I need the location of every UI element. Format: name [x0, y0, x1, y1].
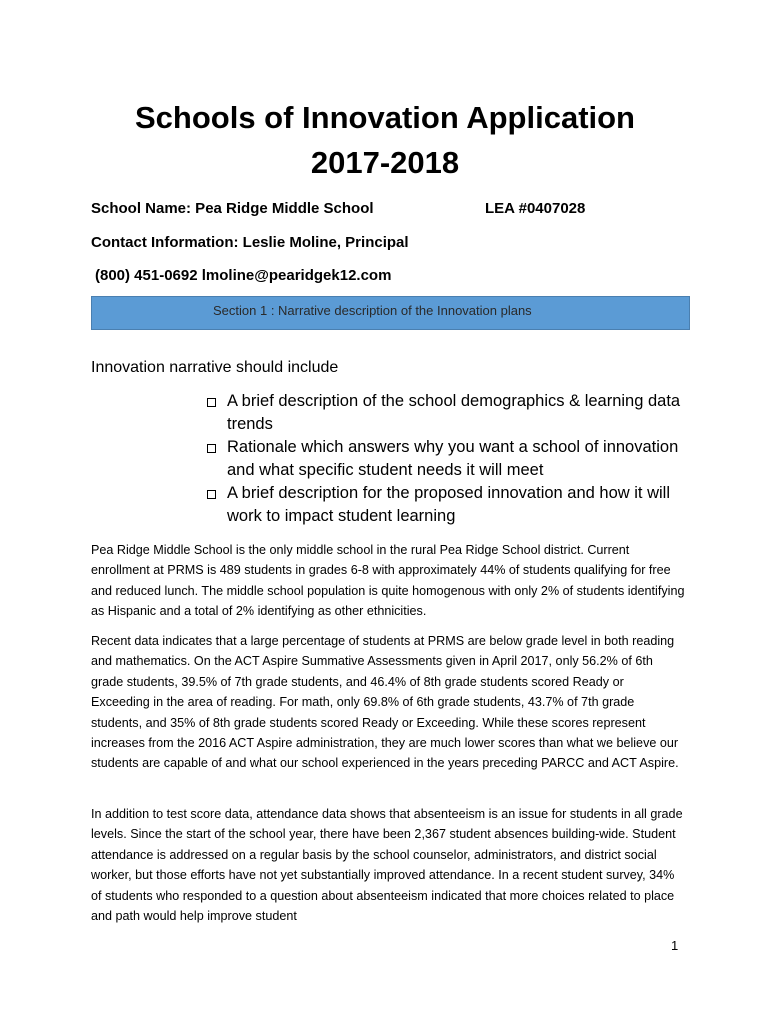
- checkbox-icon: [207, 398, 216, 407]
- section-header-bar: [91, 296, 690, 330]
- checklist-item: [200, 390, 700, 436]
- page-title: Schools of Innovation Application: [134, 100, 635, 135]
- checklist-item-text: Rationale which answers why you want a school of innovation and what specific student needs it will meet: [227, 438, 679, 479]
- checkbox-icon: [207, 444, 216, 453]
- checklist-item: [200, 436, 700, 482]
- school-name: School Name: Pea Ridge Middle School: [91, 200, 374, 217]
- paragraph-demographics: Pea Ridge Middle School is the only middle school in the rural Pea Ridge School district. Current enrollment at PRMS is 489 students in grades 6-8 with approximately 44% of students qualifying for free and reduced lunch. The middle school population is quite homogenous with only 2% of students identifying as Hispanic and a total of 2% identifying as other ethnicities.: [91, 543, 685, 619]
- checklist-item-text: A brief description of the school demographics & learning data trends: [227, 392, 681, 433]
- intro-text: Innovation narrative should include: [91, 359, 339, 376]
- lea-number: LEA #0407028: [485, 200, 586, 217]
- paragraph-attendance: In addition to test score data, attendance data shows that absenteeism is an issue for students in all grade levels. Since the start of the school year, there have been 2,367 student absences building-wide. Student attendance is addressed on a regular basis by the school counselor, administrators, and district social worker, but those efforts have not yet substantially improved attendance. In a recent student survey, 34% of students who responded to a question about absenteeism indicated that more choices related to place and path would help improve student: [91, 807, 683, 924]
- paragraph-test-data: Recent data indicates that a large percentage of students at PRMS are below grade level in both reading and mathematics. On the ACT Aspire Summative Assessments given in April 2017, only 56.2% of 6th grade students, 39.5% of 7th grade students, and 46.4% of 8th grade students scored Ready or Exceeding in the area of reading. For math, only 69.8% of 6th grade students, 43.7% of 7th grade students, and 35% of 8th grade students scored Ready or Exceeding. While these scores represent increases from the 2016 ACT Aspire administration, they are much lower scores than what we believe our students are capable of and what our school experienced in the years preceding PARCC and ACT Aspire.: [91, 634, 679, 771]
- checklist: [200, 390, 700, 528]
- page-subtitle-year: 2017-2018: [310, 145, 460, 180]
- checklist-item: [200, 482, 700, 528]
- page-number: 1: [671, 938, 679, 953]
- checklist-item-text: A brief description for the proposed innovation and how it will work to impact student learning: [227, 484, 671, 525]
- section-header-text: Section 1 : Narrative description of the Innovation plans: [213, 303, 532, 318]
- contact-information: Contact Information: Leslie Moline, Principal: [91, 234, 409, 251]
- checkbox-icon: [207, 490, 216, 499]
- phone-email: (800) 451-0692 lmoline@pearidgek12.com: [95, 267, 392, 284]
